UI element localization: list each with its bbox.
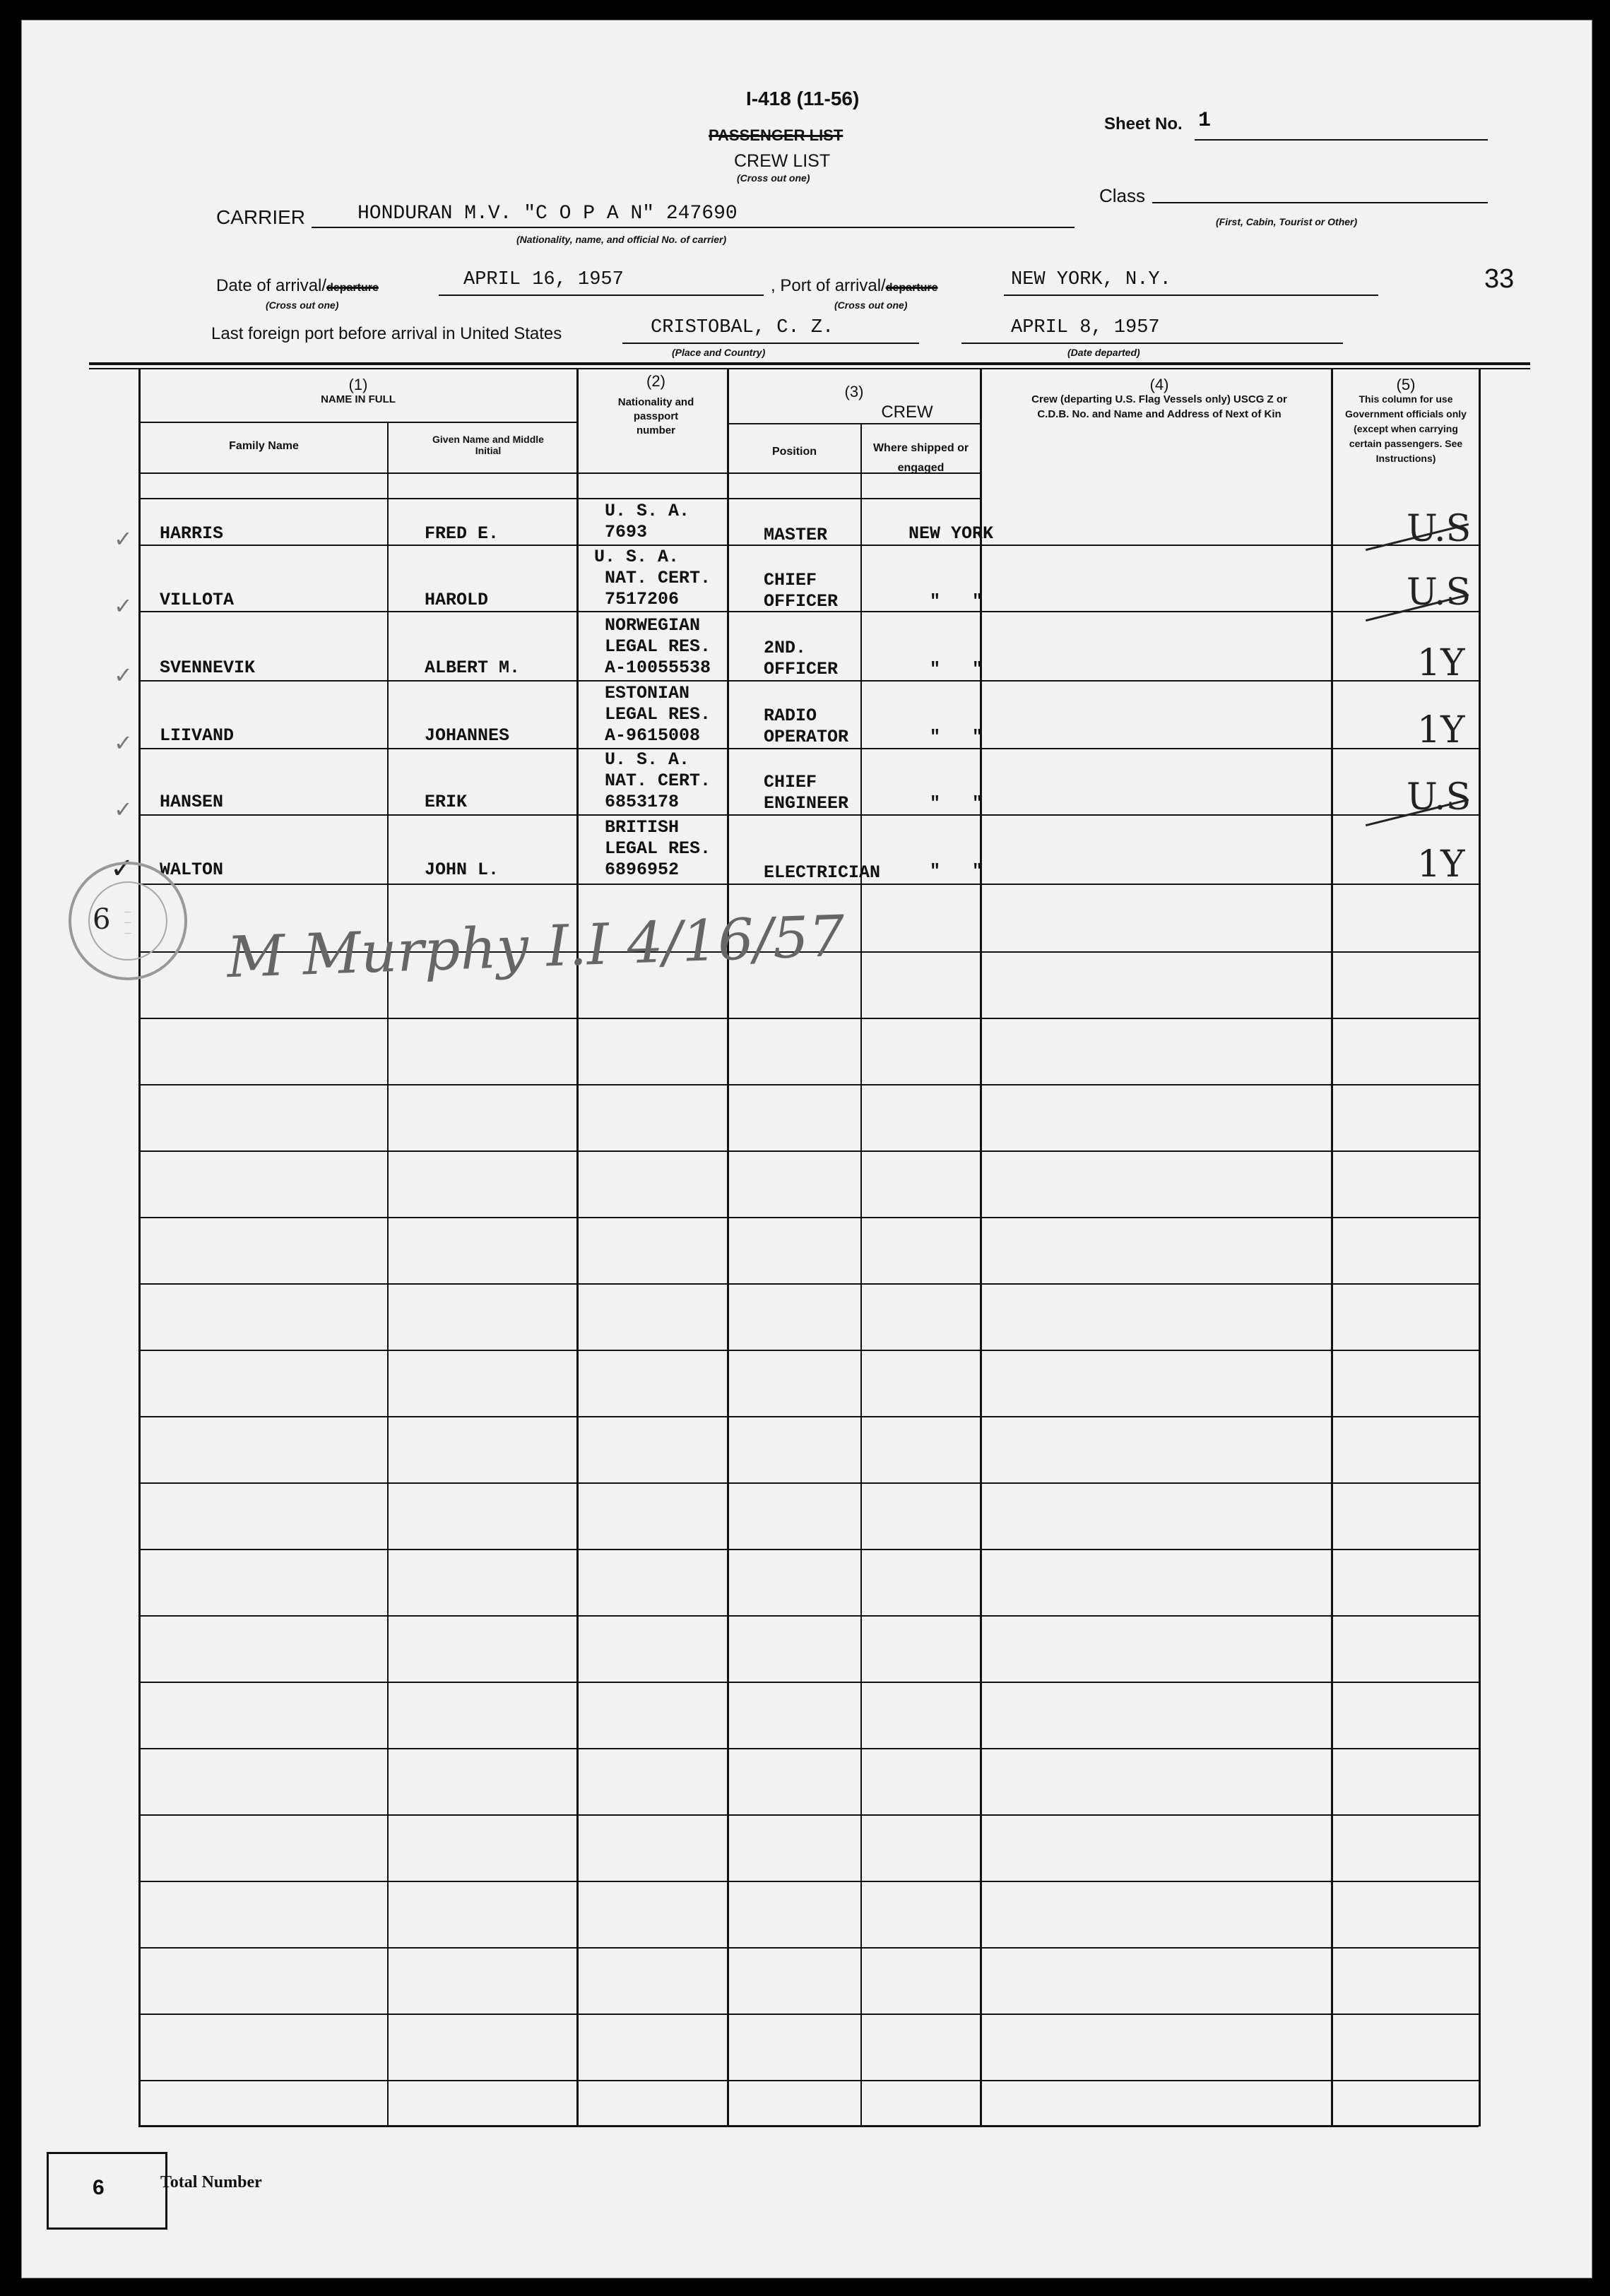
check-mark-icon: ✓ bbox=[110, 853, 134, 884]
row5-nationality: U. S. A. NAT. CERT. 6853178 bbox=[605, 749, 711, 812]
row6-given-name: JOHN L. bbox=[425, 859, 499, 880]
row4-given-name: JOHANNES bbox=[425, 725, 510, 746]
row3-family-name: SVENNEVIK bbox=[160, 658, 256, 678]
form-title: CREW LIST bbox=[734, 151, 831, 171]
row1-gov-mark: U.S bbox=[1407, 508, 1472, 550]
check-mark-icon: ✓ bbox=[114, 593, 133, 619]
col1b-header: Given Name and Middle Initial bbox=[432, 434, 544, 456]
class-hint: (First, Cabin, Tourist or Other) bbox=[1216, 216, 1358, 227]
row4-position: RADIO OPERATOR bbox=[764, 706, 849, 747]
row3-gov-mark: 1Y bbox=[1417, 642, 1465, 684]
sheet-label: Sheet No. bbox=[1104, 114, 1183, 133]
row4-gov-mark: 1Y bbox=[1417, 709, 1465, 751]
row3-nationality: NORWEGIAN LEGAL RES. A-10055538 bbox=[605, 615, 711, 678]
arrival-label: Date of arrival/departure bbox=[216, 276, 379, 295]
total-label: Total Number bbox=[160, 2173, 262, 2191]
port-label: , Port of arrival/departure bbox=[771, 276, 938, 295]
last-port-hint: (Place and Country) bbox=[672, 347, 766, 358]
row5-shipped: " " bbox=[930, 793, 983, 814]
carrier-label: CARRIER bbox=[216, 206, 306, 228]
row4-family-name: LIIVAND bbox=[160, 725, 235, 746]
row6-nationality: BRITISH LEGAL RES. 6896952 bbox=[605, 817, 711, 880]
class-label: Class bbox=[1099, 185, 1146, 206]
col3-header: (3) CREW bbox=[844, 383, 933, 422]
row6-gov-mark: 1Y bbox=[1417, 843, 1465, 886]
last-port-value: CRISTOBAL, C. Z. bbox=[651, 317, 834, 338]
date-departed: APRIL 8, 1957 bbox=[1011, 317, 1160, 338]
check-mark-icon: ✓ bbox=[114, 730, 133, 756]
carrier-value: HONDURAN M.V. "C O P A N" 247690 bbox=[357, 203, 738, 225]
row4-shipped: " " bbox=[930, 727, 983, 747]
row3-shipped: " " bbox=[930, 659, 983, 679]
row5-given-name: ERIK bbox=[425, 792, 468, 812]
row2-position: CHIEF OFFICER bbox=[764, 570, 839, 612]
row5-position: CHIEF ENGINEER bbox=[764, 772, 849, 814]
inspector-signature: M Murphy I.I 4/16/57 bbox=[225, 903, 846, 991]
col1-header: (1) NAME IN FULL bbox=[321, 376, 396, 405]
row3-position: 2ND. OFFICER bbox=[764, 638, 839, 679]
document-page bbox=[21, 20, 1592, 2278]
total-box bbox=[47, 2152, 167, 2230]
port-seal-stamp-icon bbox=[61, 854, 195, 988]
row1-family-name: HARRIS bbox=[160, 523, 224, 544]
row2-given-name: HAROLD bbox=[425, 590, 489, 610]
svg-text:—: — bbox=[124, 908, 131, 916]
page-number: 33 bbox=[1484, 264, 1515, 294]
row1-given-name: FRED E. bbox=[425, 523, 499, 544]
row2-nationality: U. S. A. NAT. CERT. 7517206 bbox=[594, 547, 711, 609]
svg-text:—: — bbox=[124, 919, 131, 927]
col5-header: (5) This column for use Government officials only (except when carrying certain passengers. See Instructions) bbox=[1345, 376, 1467, 464]
check-mark-icon: ✓ bbox=[114, 797, 133, 822]
form-number: I-418 (11-56) bbox=[746, 88, 860, 109]
check-mark-icon: ✓ bbox=[114, 526, 133, 552]
col2-header: (2) Nationality and passport number bbox=[617, 372, 694, 436]
date-departed-hint: (Date departed) bbox=[1067, 347, 1140, 358]
row4-nationality: ESTONIAN LEGAL RES. A-9615008 bbox=[605, 683, 711, 746]
col1a-header: Family Name bbox=[229, 440, 299, 452]
row2-shipped: " " bbox=[930, 591, 983, 612]
row2-family-name: VILLOTA bbox=[160, 590, 235, 610]
cross-out-note: (Cross out one) bbox=[737, 172, 810, 184]
row6-position: ELECTRICIAN bbox=[764, 862, 881, 883]
row6-shipped: " " bbox=[930, 861, 983, 881]
row1-shipped: NEW YORK bbox=[908, 523, 994, 544]
last-port-label: Last foreign port before arrival in United States bbox=[211, 324, 562, 343]
row2-gov-mark: U.S bbox=[1407, 571, 1472, 614]
row1-nationality: U. S. A. 7693 bbox=[605, 501, 690, 542]
sheet-number: 1 bbox=[1198, 109, 1212, 133]
stamp-count: 6 bbox=[93, 903, 111, 936]
arrival-date: APRIL 16, 1957 bbox=[463, 269, 624, 290]
cross-out-1: (Cross out one) bbox=[266, 299, 339, 311]
row1-position: MASTER bbox=[764, 525, 828, 545]
check-mark-icon: ✓ bbox=[114, 662, 133, 688]
row5-gov-mark: U.S bbox=[1407, 776, 1472, 819]
col3b-header: Where shipped or engaged bbox=[872, 442, 969, 474]
cross-out-2: (Cross out one) bbox=[834, 299, 908, 311]
col4-header: (4) Crew (departing U.S. Flag Vessels only) USCG Z or C.D.B. No. and Name and Address of Next of Kin bbox=[1031, 376, 1287, 420]
row6-family-name: WALTON bbox=[160, 859, 224, 880]
svg-text:—: — bbox=[124, 929, 131, 937]
row3-given-name: ALBERT M. bbox=[425, 658, 521, 678]
total-value: 6 bbox=[93, 2176, 105, 2199]
carrier-hint: (Nationality, name, and official No. of carrier) bbox=[516, 234, 727, 245]
col3a-header: Position bbox=[771, 446, 817, 458]
port-of-arrival: NEW YORK, N.Y. bbox=[1011, 269, 1171, 290]
row5-family-name: HANSEN bbox=[160, 792, 224, 812]
struck-title: PASSENGER LIST bbox=[709, 126, 844, 144]
